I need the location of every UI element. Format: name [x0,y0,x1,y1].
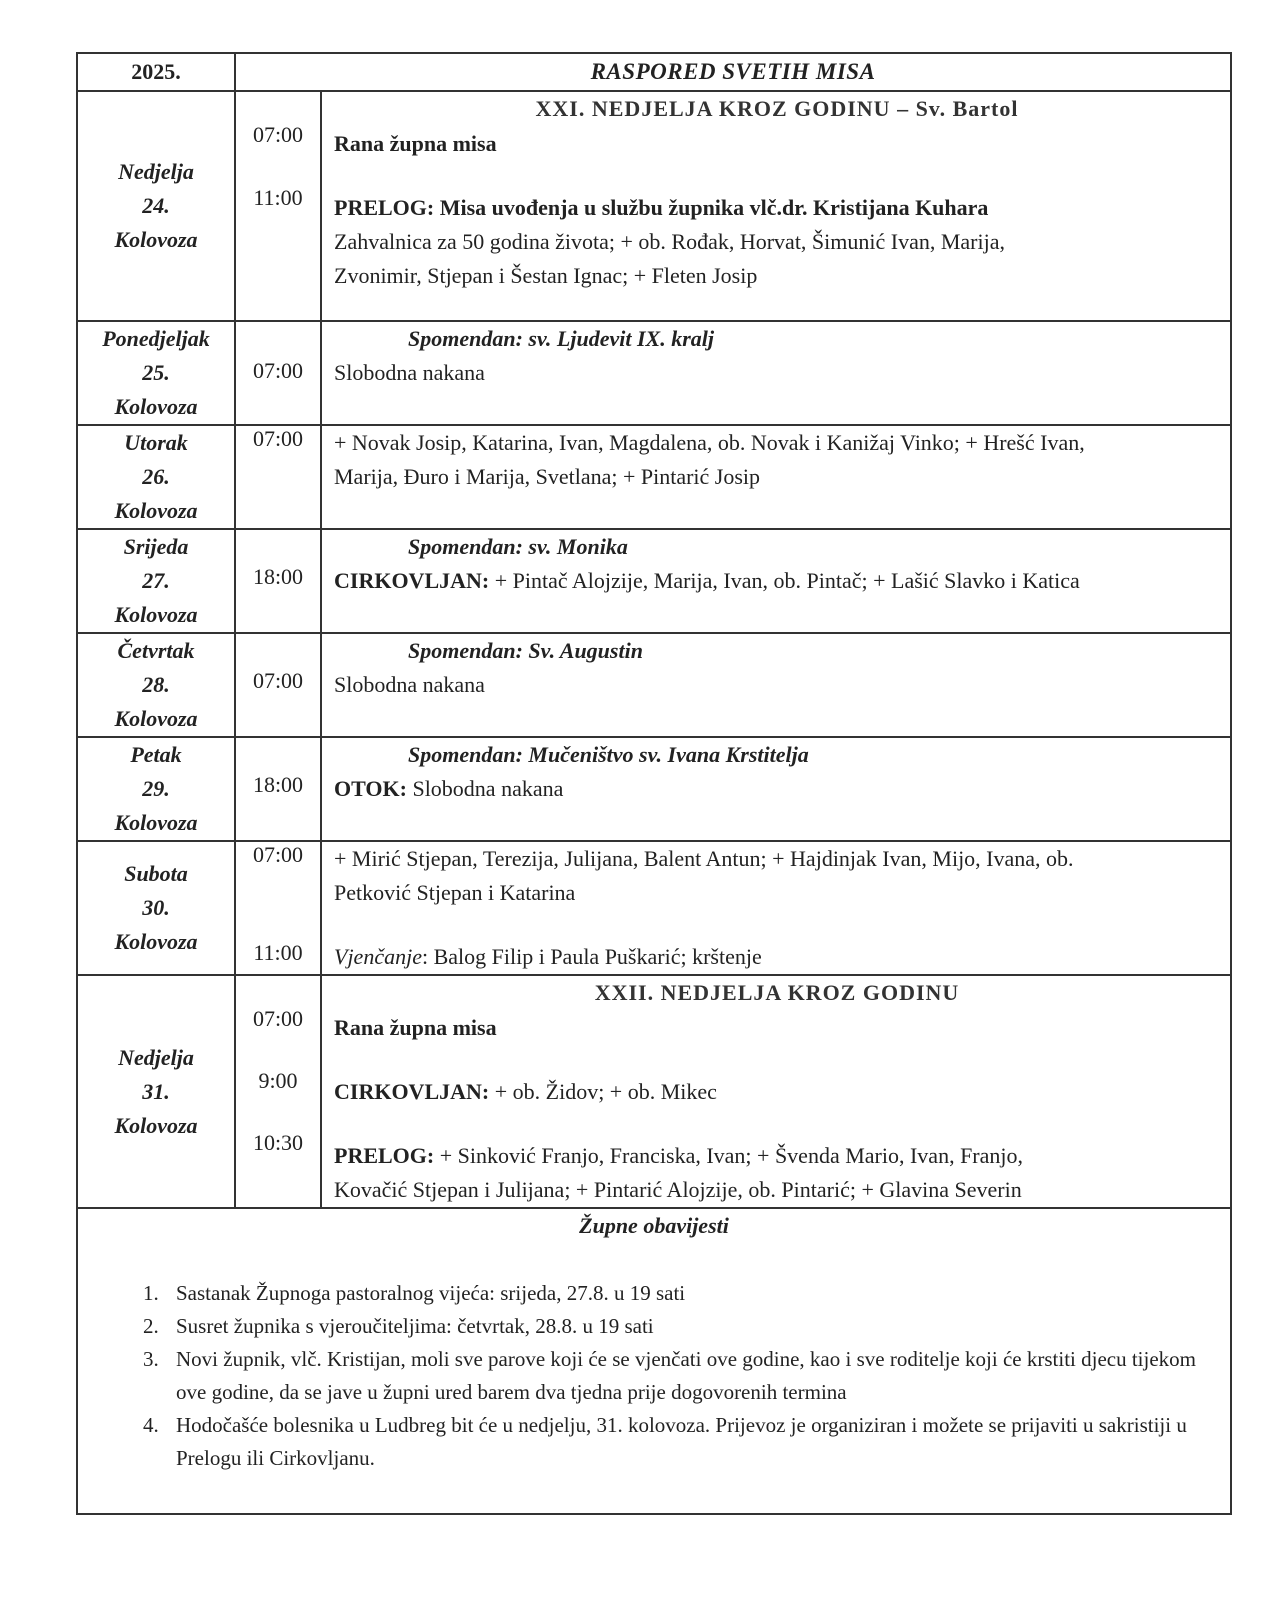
mass-time: 07:00 [252,358,304,383]
intention-line: Slobodna nakana [334,360,485,385]
day-date: 28. [142,672,170,697]
feast-title: XXII. NEDJELJA KROZ GODINU [594,980,960,1005]
mass-time: 18:00 [252,772,304,797]
mass-schedule-table [76,52,1232,1515]
intention-cell [321,91,1231,321]
notice-item: 1. Sastanak Župnoga pastoralnog vijeća: srijeda, 27.8. u 19 sati [164,1277,1230,1310]
time-cell [235,321,321,425]
day-row [77,91,1231,321]
intention-cell [321,321,1231,425]
intention-cell [321,975,1231,1208]
header-row [77,53,1231,91]
intention-line [334,564,1220,598]
mass-time: 9:00 [258,1068,298,1093]
day-month: Kolovoza [114,227,198,252]
day-month: Kolovoza [114,602,198,627]
notices-cell [77,1208,1231,1514]
time-cell [235,529,321,633]
intention-cell [321,425,1231,529]
intention-cell [321,633,1231,737]
intention-line [334,772,1220,806]
intention-text: Slobodna nakana [406,776,564,801]
year-cell: 2025. [77,53,235,91]
day-cell [77,633,235,737]
day-name: Nedjelja [118,1044,194,1070]
mass-time: 07:00 [252,122,304,147]
mass-time: 10:30 [252,1130,304,1155]
day-cell [77,737,235,841]
day-row [77,975,1231,1208]
feast-title: XXI. NEDJELJA KROZ GODINU – Sv. Bartol [535,96,1019,121]
intention-line: Zahvalnica za 50 godina života; + ob. Rođak, Horvat, Šimunić Ivan, Marija, [334,229,1005,254]
notices-list [78,1277,1230,1475]
intention-line [334,1075,1220,1109]
day-row [77,425,1231,529]
mass-time: 11:00 [253,185,303,210]
time-cell [235,975,321,1208]
location-label: OTOK: [334,776,407,801]
intention-line: Zvonimir, Stjepan i Šestan Ignac; + Fleten Josip [334,263,758,288]
intention-line [334,940,1220,974]
intention-text: + Pintač Alojzije, Marija, Ivan, ob. Pintač; + Lašić Slavko i Katica [489,568,1080,593]
notices-title: Župne obavijesti [579,1213,729,1238]
notice-item: 4. Hodočašće bolesnika u Ludbreg bit će u nedjelju, 31. kolovoza. Prijevoz je organiziran i možete se prijaviti u sakristiji u Prelogu ili Cirkovljanu. [164,1409,1230,1475]
time-cell [235,91,321,321]
day-name: Utorak [124,430,188,455]
day-cell [77,841,235,975]
mass-time: 07:00 [252,426,304,451]
intention-line: Rana župna misa [334,131,497,156]
feast-title: Spomendan: Sv. Augustin [408,638,643,663]
intention-line: PRELOG: Misa uvođenja u službu župnika vlč.dr. Kristijana Kuhara [334,195,989,220]
mass-time: 07:00 [252,668,304,693]
intention-line: Slobodna nakana [334,672,485,697]
notice-item: 2. Susret župnika s vjeroučiteljima: četvrtak, 28.8. u 19 sati [164,1310,1230,1343]
intention-line: + Mirić Stjepan, Terezija, Julijana, Balent Antun; + Hajdinjak Ivan, Mijo, Ivana, ob. [334,846,1074,871]
time-cell [235,737,321,841]
location-label: CIRKOVLJAN: [334,568,490,593]
intention-line: Marija, Đuro i Marija, Svetlana; + Pintarić Josip [334,464,761,489]
day-cell [77,529,235,633]
day-name: Nedjelja [118,159,194,184]
day-cell [77,321,235,425]
day-name: Četvrtak [117,638,195,663]
day-row [77,529,1231,633]
day-month: Kolovoza [114,394,198,419]
mass-time: 07:00 [252,1006,304,1031]
day-month: Kolovoza [114,498,198,523]
time-cell [235,425,321,529]
day-date: 24. [142,193,170,218]
day-row [77,321,1231,425]
day-name: Subota [124,861,188,886]
day-month: Kolovoza [114,810,198,835]
day-name: Petak [130,742,182,767]
location-label: PRELOG: [334,1143,435,1168]
intention-cell [321,529,1231,633]
day-cell [77,425,235,529]
intention-cell [321,841,1231,975]
day-cell [77,975,235,1208]
feast-title: Spomendan: Mučeništvo sv. Ivana Krstitelja [408,742,809,767]
day-row [77,737,1231,841]
notice-item: 3. Novi župnik, vlč. Kristijan, moli sve parove koji će se vjenčati ove godine, kao i sve roditelje koji će krstiti djecu tijekom ove godine, da se jave u župni ured barem dva tjedna prije dogovorenih termina [164,1343,1230,1409]
intention-line: Rana župna misa [334,1015,497,1040]
day-date: 27. [142,568,170,593]
schedule-sheet [76,52,1230,1534]
day-date: 31. [142,1078,170,1104]
day-cell [77,91,235,321]
mass-time: 11:00 [253,940,303,965]
intention-cell [321,737,1231,841]
day-date: 25. [142,360,170,385]
intention-line: Kovačić Stjepan i Julijana; + Pintarić Alojzije, ob. Pintarić; + Glavina Severin [334,1177,1022,1202]
day-month: Kolovoza [114,1112,198,1138]
day-row [77,633,1231,737]
intention-text: + Sinković Franjo, Franciska, Ivan; + Švenda Mario, Ivan, Franjo, [434,1143,1024,1168]
day-month: Kolovoza [114,929,198,954]
feast-title: Spomendan: sv. Monika [408,534,628,559]
day-date: 30. [142,895,170,920]
mass-time: 07:00 [252,842,304,867]
intention-line [334,1139,1220,1173]
day-row [77,841,1231,975]
intention-text: : Balog Filip i Paula Puškarić; krštenje [421,944,762,969]
time-cell [235,633,321,737]
intention-text: + ob. Židov; + ob. Mikec [489,1079,717,1104]
day-date: 26. [142,464,170,489]
schedule-title: RASPORED SVETIH MISA [235,53,1231,91]
day-name: Srijeda [123,534,189,559]
mass-time: 18:00 [252,564,304,589]
notices-row [77,1208,1231,1514]
day-name: Ponedjeljak [102,326,210,351]
intention-line: + Novak Josip, Katarina, Ivan, Magdalena, ob. Novak i Kanižaj Vinko; + Hrešć Ivan, [334,430,1085,455]
intention-line: Petković Stjepan i Katarina [334,880,576,905]
location-label: CIRKOVLJAN: [334,1079,490,1104]
day-month: Kolovoza [114,706,198,731]
wedding-label: Vjenčanje [334,944,422,969]
time-cell [235,841,321,975]
feast-title: Spomendan: sv. Ljudevit IX. kralj [408,326,714,351]
day-date: 29. [142,776,170,801]
